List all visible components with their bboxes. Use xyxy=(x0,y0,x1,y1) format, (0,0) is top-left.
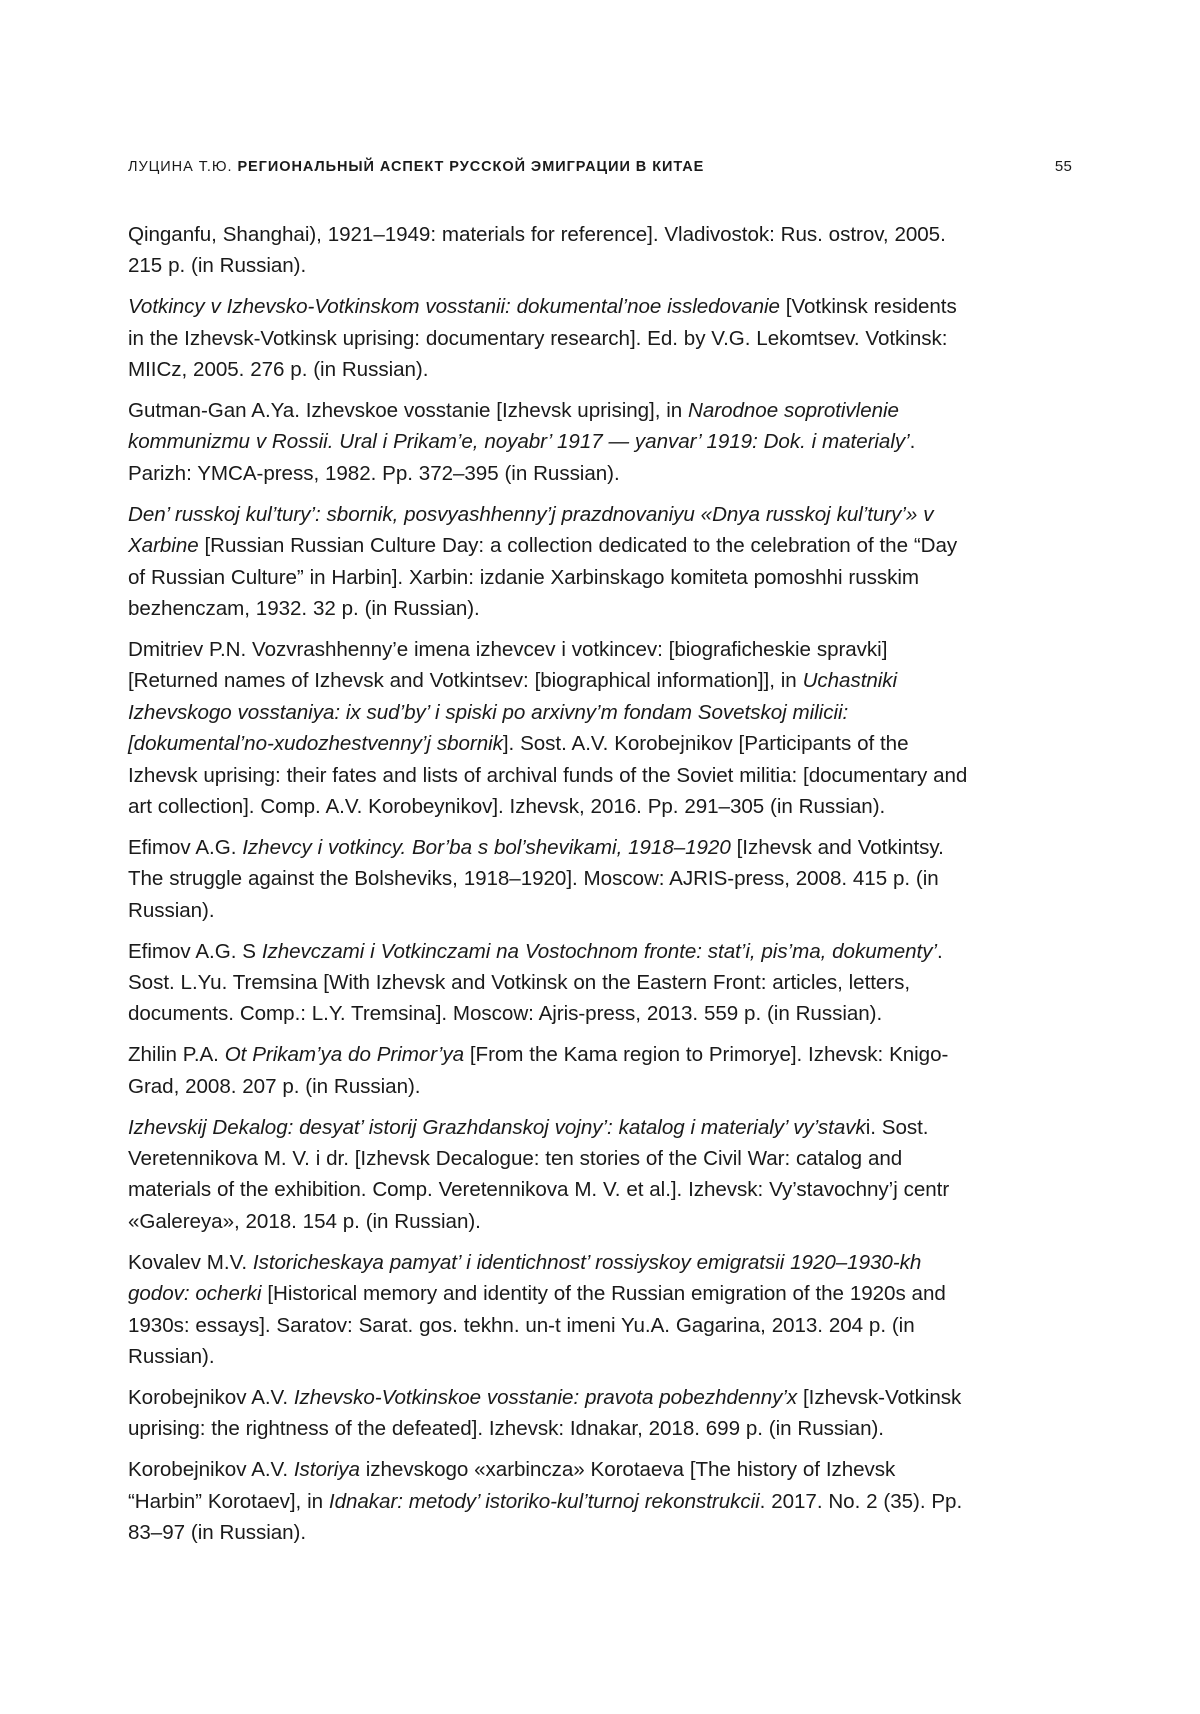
reference-text: i. Sost. Veretennikova M. V. i dr. [Izhevsk Decalogue: ten stories of the Civil War: catalog and materials of the exhibition. Comp. Veretennikova M. V. et al.]. Izhevsk: Vy’stavochny’j centr «Galereya», 2018. 154 p. (in Russian). xyxy=(128,1115,950,1233)
reference-title-italic: Uchastniki Izhevskogo vosstaniya: ix sud’by’ i spiski po arxivny’m fondam Sovetskoj milicii: [dokumental’no-xudozhestvenny’j sbornik xyxy=(128,669,898,756)
reference-entry xyxy=(128,832,973,926)
reference-entry xyxy=(128,1382,973,1445)
reference-text: [Russian Russian Culture Day: a collection dedicated to the celebration of the “Day of Russian Culture” in Harbin]. Xarbin: izdanie Xarbinskago komiteta pomoshhi russkim bezhenczam, 1932. 32 p. (in Russian). xyxy=(128,534,958,620)
reference-title-italic: Narodnoe soprotivlenie kommunizmu v Rossii. Ural i Prikam’e, noyabr’ 1917 — yanvar’ 1919: Dok. i materialy’ xyxy=(128,399,910,454)
reference-entry xyxy=(128,634,973,822)
reference-text: Gutman-Gan A.Ya. Izhevskoe vosstanie [Izhevsk uprising], in xyxy=(128,399,689,423)
reference-entry xyxy=(128,1247,973,1373)
reference-text: ]. Sost. A.V. Korobejnikov [Participants of the Izhevsk uprising: their fates and lists of archival funds of the Soviet militia: [documentary and art collection]. Comp. A.V. Korobeynikov]. Izhevsk, 2016. Pp. 291–305 (in Russian). xyxy=(128,732,968,818)
reference-text: [Izhevsk-Votkinsk uprising: the rightness of the defeated]. Izhevsk: Idnakar, 2018. 699 p. (in Russian). xyxy=(128,1385,962,1441)
running-head-author: ЛУЦИНА Т.Ю. xyxy=(128,159,233,175)
reference-entry xyxy=(128,219,973,282)
reference-list xyxy=(128,219,973,1558)
reference-text: [Izhevsk and Votkintsy. The struggle against the Bolsheviks, 1918–1920]. Moscow: AJRIS-press, 2008. 415 p. (in Russian). xyxy=(128,835,944,922)
reference-title-italic: Idnakar: metody’ istoriko-kul’turnoj rekonstrukcii xyxy=(328,1489,760,1513)
reference-text: Zhilin P.A. xyxy=(128,1043,225,1067)
reference-entry xyxy=(128,936,973,1030)
reference-title-italic: Izhevcy i votkincy. Bor’ba s bol’shevikami, 1918–1920 xyxy=(242,835,731,859)
page-number: 55 xyxy=(1054,158,1072,175)
reference-entry xyxy=(128,499,973,625)
reference-text: Kovalev M.V. xyxy=(128,1250,253,1274)
reference-text: izhevskogo «xarbincza» Korotaeva [The history of Izhevsk “Harbin” Korotaev], in xyxy=(128,1458,896,1513)
reference-text: . Sost. L.Yu. Tremsina [With Izhevsk and Votkinsk on the Eastern Front: articles, letters, documents. Comp.: L.Y. Tremsina]. Moscow: Ajris-press, 2013. 559 p. (in Russian). xyxy=(128,939,943,1026)
reference-title-italic: Istoriya xyxy=(293,1458,360,1482)
running-head xyxy=(128,158,1072,175)
reference-title-italic: Izhevczami i Votkinczami na Vostochnom fronte: stat’i, pis’ma, dokumenty’ xyxy=(261,939,937,963)
reference-title-italic: Istoricheskaya pamyat’ i identichnost’ rossiyskoy emigratsii 1920–1930-kh godov: ocherki xyxy=(128,1250,922,1306)
reference-text: [Historical memory and identity of the Russian emigration of the 1920s and 1930s: essays]. Saratov: Sarat. gos. tekhn. un-t imeni Yu.A. Gagarina, 2013. 204 p. (in Russian). xyxy=(128,1282,946,1368)
running-head-title: РЕГИОНАЛЬНЫЙ АСПЕКТ РУССКОЙ ЭМИГРАЦИИ В КИТАЕ xyxy=(237,159,705,175)
reference-text: Efimov A.G. S xyxy=(128,939,262,963)
reference-text: [From the Kama region to Primorye]. Izhevsk: Knigo-Grad, 2008. 207 p. (in Russian). xyxy=(128,1043,949,1098)
reference-entry xyxy=(128,1039,973,1102)
reference-text: . 2017. No. 2 (35). Pp. 83–97 (in Russian). xyxy=(128,1489,963,1544)
reference-text: Qinganfu, Shanghai), 1921–1949: materials for reference]. Vladivostok: Rus. ostrov, 2005. 215 p. (in Russian). xyxy=(128,223,946,278)
reference-text: Korobejnikov A.V. xyxy=(128,1385,294,1409)
reference-text: . Parizh: YMCA-press, 1982. Pp. 372–395 (in Russian). xyxy=(128,430,916,485)
reference-title-italic: Izhevskij Dekalog: desyat’ istorij Grazhdanskoj vojny’: katalog i materialy’ vy’stavk xyxy=(128,1115,866,1139)
reference-entry xyxy=(128,291,973,385)
reference-title-italic: Izhevsko-Votkinskoe vosstanie: pravota pobezhdenny’x xyxy=(293,1385,798,1409)
reference-entry xyxy=(128,395,973,489)
reference-entry xyxy=(128,1112,973,1238)
reference-text: Dmitriev P.N. Vozvrashhenny’e imena izhevcev i votkincev: [biograficheskie spravki] [Returned names of Izhevsk and Votkintsev: [biographical information]], in xyxy=(128,637,888,693)
reference-title-italic: Ot Prikam’ya do Primor’ya xyxy=(224,1043,465,1067)
reference-entry xyxy=(128,1454,973,1548)
reference-title-italic: Den’ russkoj kul’tury’: sbornik, posvyashhenny’j prazdnovaniyu «Dnya russkoj kul’tury’» v Xarbine xyxy=(128,502,934,558)
reference-title-italic: Votkincy v Izhevsko-Votkinskom vosstanii: dokumental’noe issledovanie xyxy=(128,295,780,319)
reference-text: [Votkinsk residents in the Izhevsk-Votkinsk uprising: documentary research]. Ed. by V.G. Lekomtsev. Votkinsk: MIICz, 2005. 276 p. (in Russian). xyxy=(128,295,957,382)
reference-text: Korobejnikov A.V. xyxy=(128,1458,294,1482)
running-head-text xyxy=(128,159,704,175)
reference-text: Efimov A.G. xyxy=(128,835,243,859)
